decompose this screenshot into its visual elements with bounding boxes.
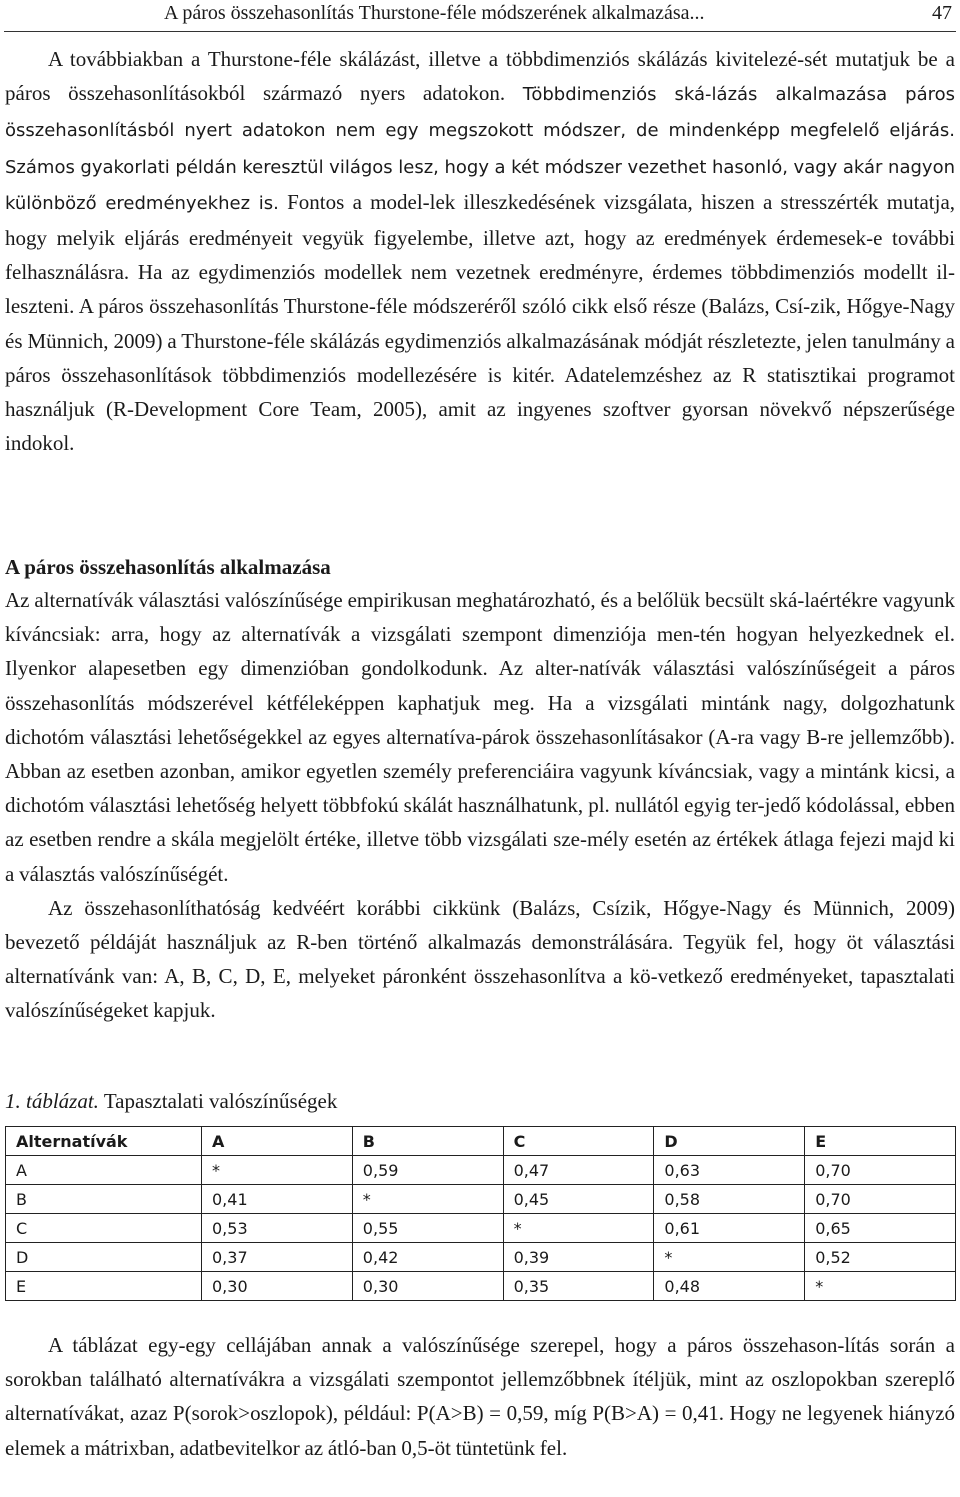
- table-row: [6, 1272, 956, 1301]
- table-caption-label: 1. táblázat.: [5, 1089, 99, 1113]
- table-cell: C: [6, 1214, 202, 1243]
- section-paragraph-1: Az alternatívák választási valószínűsége empirikusan meghatározható, és a belőlük becsült ská-laértékre vagyunk kíváncsiak: arra, hogy az alternatívák a vizsgálati szempont dimenziója men-tén hogyan helyezkednek el. Ilyenkor alapesetben egy dimenzióban gondolkodunk. Az alter-natívák választási valószínűségeit a páros összehasonlítás módszerével kétféleképpen kaphatjuk meg. Ha a vizsgálati mintánk nagy, dolgozhatunk dichotóm választási lehetőségekkel az egyes alternatíva-párok összehasonlításakor (A-ra vagy B-re jellemzőbb). Abban az esetben azonban, amikor egyetlen személy preferenciáira vagyunk kíváncsiak, vagy a mintánk kicsi, a dichotóm választási lehetőség helyett többfokú skálát használhatunk, pl. nullától egyig ter-jedő kódolással, ebben az esetben rendre a skála megjelölt értéke, illetve több vizsgálati sze-mély esetén az értékek átlaga fejezi majd ki a választás valószínűségét.: [5, 588, 955, 886]
- table-cell: 0,41: [202, 1185, 353, 1214]
- table-cell: 0,47: [503, 1156, 654, 1185]
- closing-text: A táblázat egy-egy cellájában annak a valószínűsége szerepel, hogy a páros összehason-lítás során a sorokban található alternatívákra a vizsgálati szempontot jellemzőbbnek ítéljük, mint az oszlopokban szereplő alternatívákat, azaz P(sorok>oszlopok), például: P(A>B) = 0,59, míg P(B>A) = 0,41. Hogy ne legyenek hiányzó elemek a mátrixban, adatbevitelkor az átló-ban 0,5-öt tüntetünk fel.: [5, 1333, 955, 1460]
- table-row: [6, 1156, 956, 1185]
- table-cell: *: [805, 1272, 956, 1301]
- table-row: [6, 1214, 956, 1243]
- probability-table: [5, 1126, 956, 1301]
- table-cell: D: [6, 1243, 202, 1272]
- table-header-row: [6, 1127, 956, 1156]
- table-header-cell: D: [654, 1127, 805, 1156]
- table-header-cell: A: [202, 1127, 353, 1156]
- table-cell: A: [6, 1156, 202, 1185]
- table-cell: *: [503, 1214, 654, 1243]
- table-cell: 0,70: [805, 1185, 956, 1214]
- table-header-cell: Alternatívák: [6, 1127, 202, 1156]
- table-cell: 0,55: [352, 1214, 503, 1243]
- section-title: A páros összehasonlítás alkalmazása: [5, 555, 331, 579]
- table-caption: [5, 1086, 337, 1116]
- table-header-cell: C: [503, 1127, 654, 1156]
- table-cell: E: [6, 1272, 202, 1301]
- table-header-cell: B: [352, 1127, 503, 1156]
- intro-text: [5, 42, 955, 460]
- table-cell: 0,39: [503, 1243, 654, 1272]
- table-cell: 0,53: [202, 1214, 353, 1243]
- closing-paragraph: [5, 1328, 955, 1465]
- table-cell: 0,35: [503, 1272, 654, 1301]
- table-cell: 0,65: [805, 1214, 956, 1243]
- table-row: [6, 1185, 956, 1214]
- section-body: [5, 583, 955, 1028]
- intro-paragraph: [5, 42, 955, 460]
- table-cell: 0,30: [352, 1272, 503, 1301]
- table-cell: 0,37: [202, 1243, 353, 1272]
- table-cell: *: [202, 1156, 353, 1185]
- table-cell: B: [6, 1185, 202, 1214]
- intro-line1: A továbbiakban a Thurstone-féle skálázást, illetve a többdimenziós skálázás kivitelezé-sét mutatjuk be a páros összehasonlításokból származó nyers adatokon.: [5, 47, 955, 106]
- table-cell: 0,42: [352, 1243, 503, 1272]
- table-caption-text: Tapasztalati valószínűségek: [103, 1089, 338, 1113]
- table-cell: 0,52: [805, 1243, 956, 1272]
- table-cell: 0,30: [202, 1272, 353, 1301]
- table-cell: 0,58: [654, 1185, 805, 1214]
- header-rule: [4, 31, 956, 32]
- intro-sans-text: Többdimenziós ská-lázás alkalmazása páros összehasonlításból nyert adatokon nem egy megszokott módszer, de mindenképp megfelelő eljárás. Számos gyakorlati példán keresztül világos lesz, hogy a két módszer vezethet hasonló, vagy akár nagyon különböző eredményekhez is.: [5, 84, 955, 214]
- running-title: A páros összehasonlítás Thurstone-féle módszerének alkalmazása...: [164, 2, 705, 24]
- intro-rest: Fontos a model-lek illeszkedésének vizsgálata, hiszen a stresszérték mutatja, hogy melyik eljárás eredményeit vegyük figyelembe, illetve azt, hogy az eredmények érdemesek-e további felhasználásra. Ha az egydimenziós modellek nem vezetnek eredményre, érdemes többdimenziós modellt il-leszteni. A páros összehasonlítás Thurstone-féle módszeréről szóló cikk első része (Balázs, Csí-zik, Hőgye-Nagy és Münnich, 2009) a Thurstone-féle skálázás egydimenziós alkalmazásának módját részletezte, jelen tanulmány a páros összehasonlítások többdimenziós modellezésére is kitér. Adatelemzéshez az R statisztikai programot használjuk (R-Development Core Team, 2005), amit az ingyenes szoftver gyorsan növekvő népszerűsége indokol.: [5, 189, 956, 456]
- table-row: [6, 1243, 956, 1272]
- page-number: 47: [932, 2, 952, 24]
- table-cell: 0,63: [654, 1156, 805, 1185]
- table-cell: 0,70: [805, 1156, 956, 1185]
- table-cell: 0,59: [352, 1156, 503, 1185]
- table-cell: 0,45: [503, 1185, 654, 1214]
- table-header-cell: E: [805, 1127, 956, 1156]
- table-cell: 0,48: [654, 1272, 805, 1301]
- table-cell: *: [352, 1185, 503, 1214]
- table-cell: *: [654, 1243, 805, 1272]
- table-cell: 0,61: [654, 1214, 805, 1243]
- section-paragraph-2: Az összehasonlíthatóság kedvéért korábbi cikkünk (Balázs, Csízik, Hőgye-Nagy és Münnich, 2009) bevezető példáját használjuk az R-ben történő alkalmazás demonstrálására. Tegyük fel, hogy öt választási alternatívánk van: A, B, C, D, E, melyeket páronként összehasonlítva a kö-vetkező eredményeket, tapasztalati valószínűségeket kapjuk.: [5, 895, 955, 1023]
